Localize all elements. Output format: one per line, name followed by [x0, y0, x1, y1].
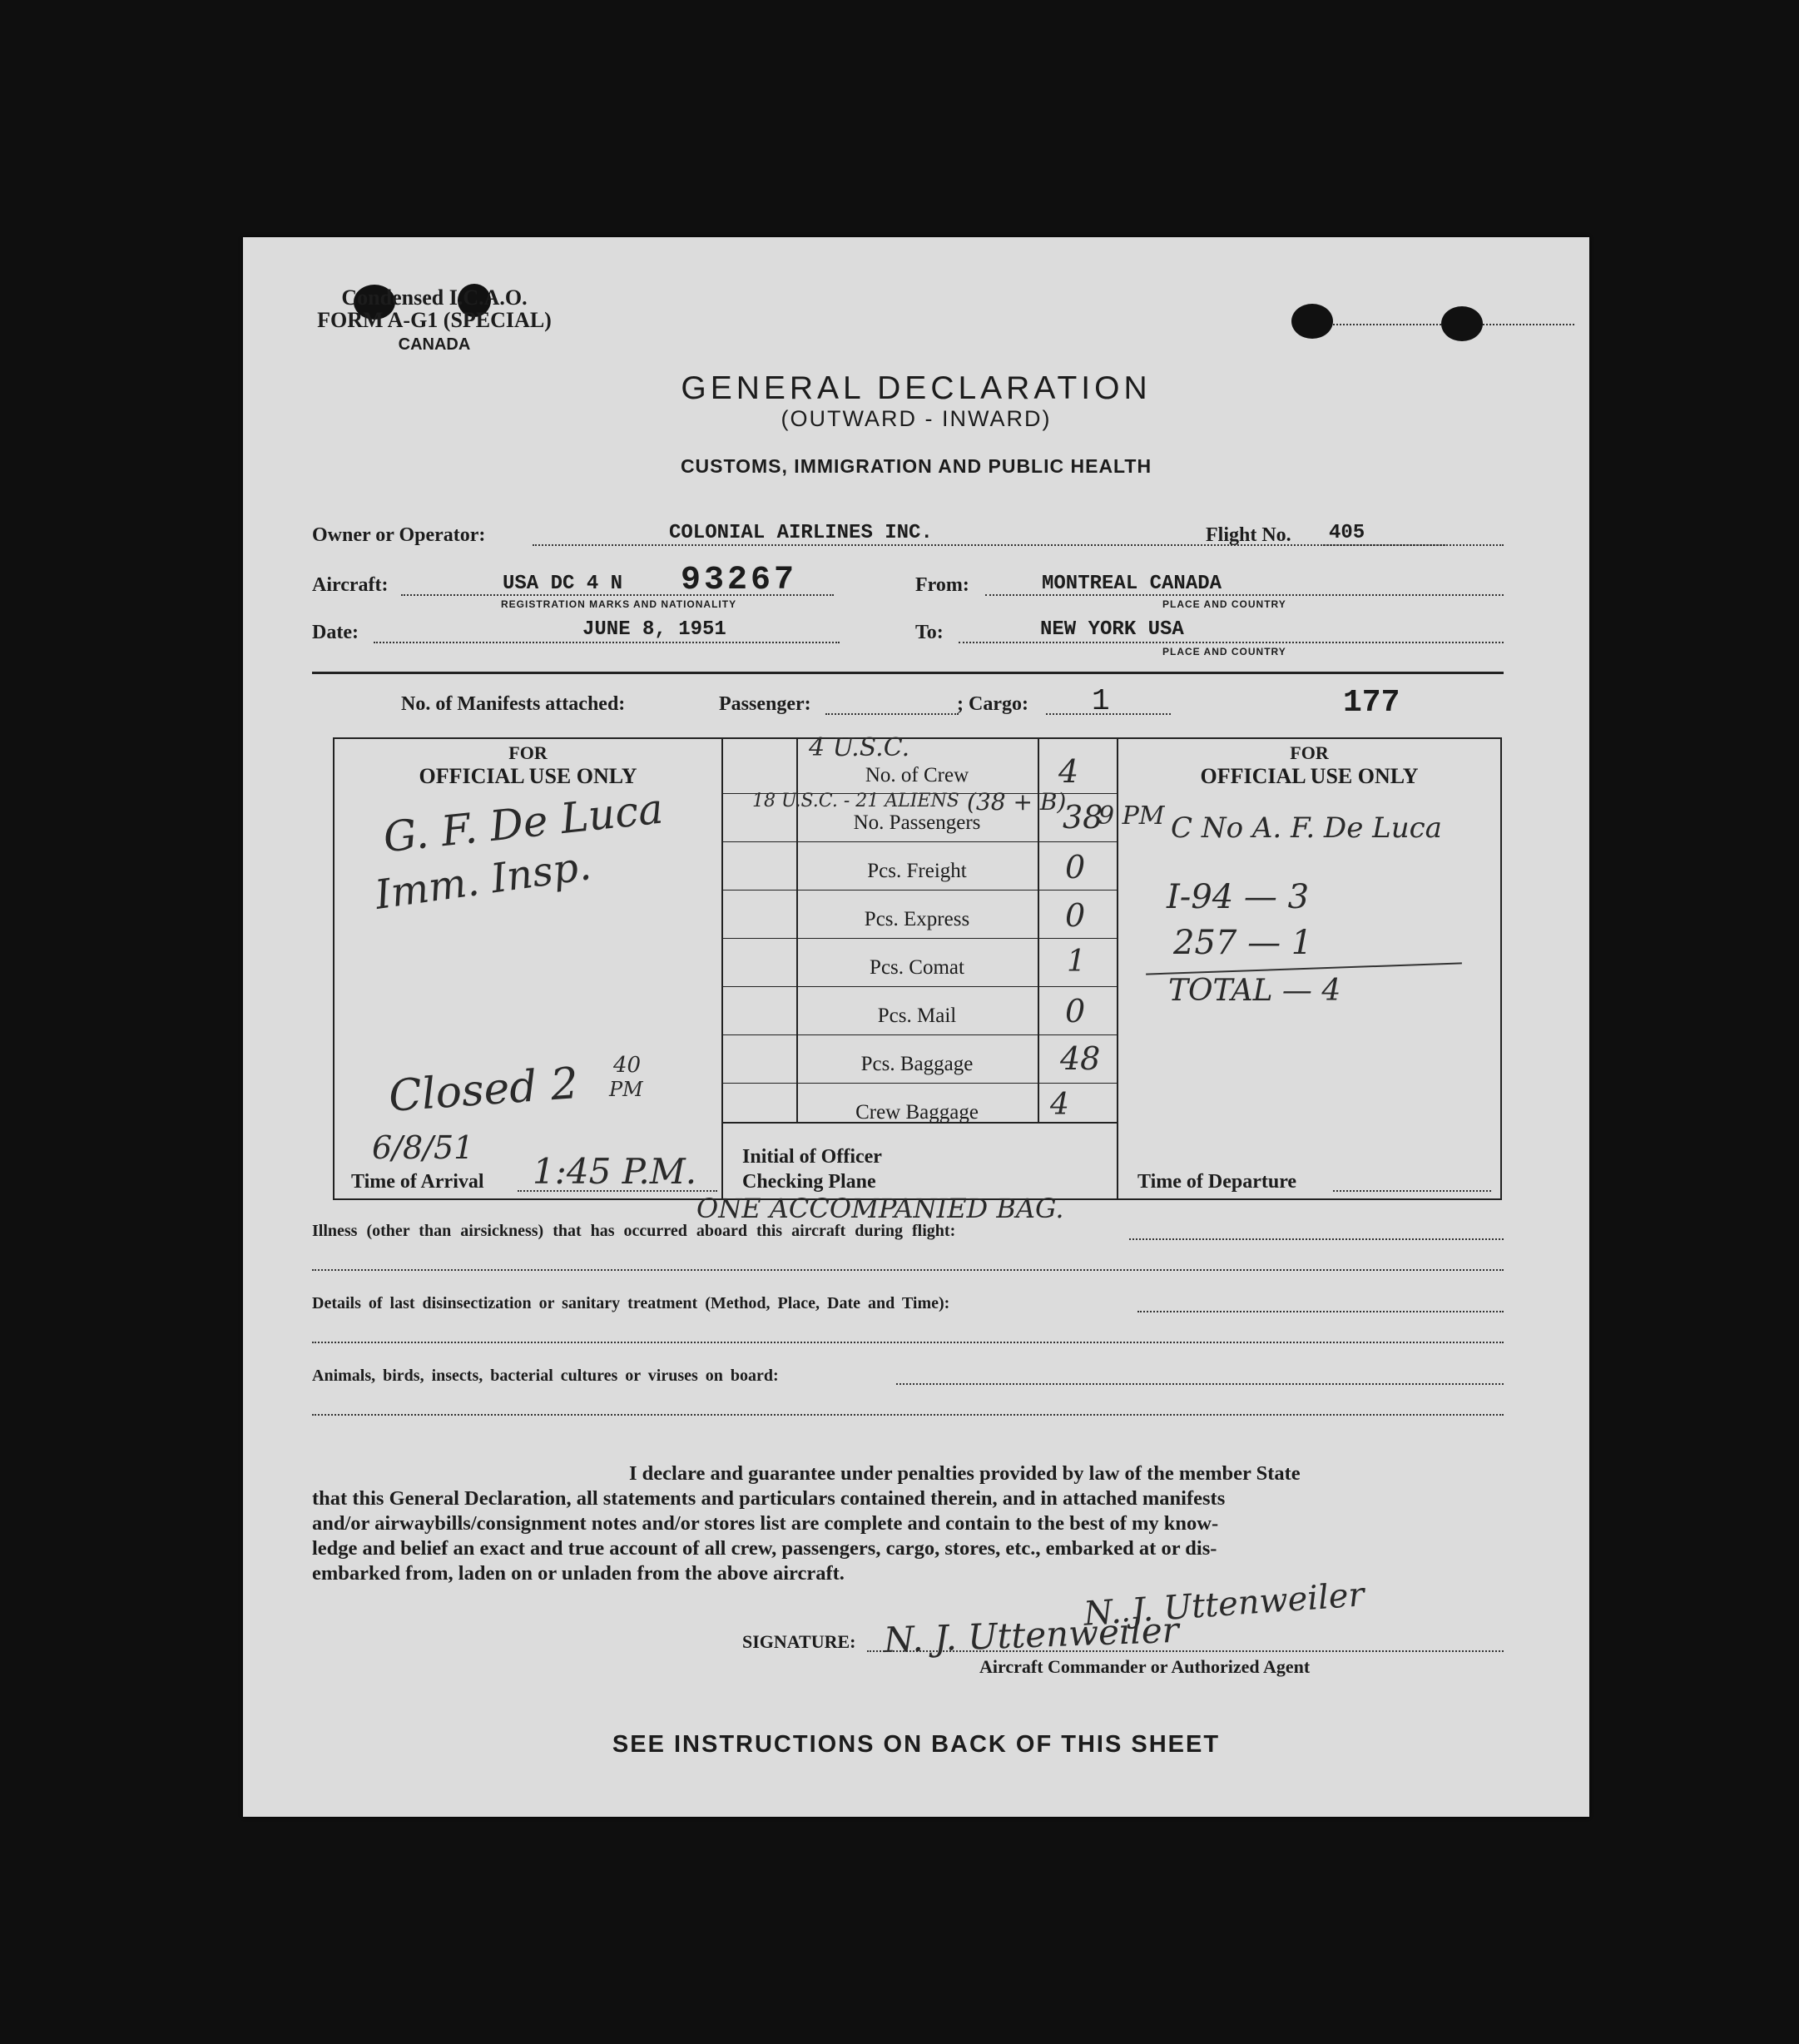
from-caption: PLACE AND COUNTRY: [1162, 598, 1286, 610]
manifests-label: No. of Manifests attached:: [401, 693, 626, 715]
signature-label: SIGNATURE:: [742, 1631, 856, 1652]
crew-note: 4 U.S.C.: [809, 733, 910, 762]
row-value-comat: 1: [1067, 945, 1086, 979]
from-label: From:: [915, 574, 969, 596]
animals-label: Animals, birds, insects, bacterial cultures or viruses on board:: [312, 1367, 779, 1385]
commander-signature-upper: N. J. Uttenweiler: [1082, 1575, 1366, 1634]
aircraft-value: USA DC 4 N: [503, 573, 623, 595]
divider: [312, 672, 1504, 674]
left-official-header-1: FOR: [508, 742, 548, 763]
punch-hole-right-2: [1441, 306, 1483, 341]
page-number: 177: [1343, 685, 1400, 721]
initial-officer-label-1: Initial of Officer: [742, 1146, 882, 1168]
page-subtitle: (OUTWARD - INWARD): [781, 406, 1052, 431]
row-value-passengers: 38: [1063, 799, 1103, 836]
passenger-note: 18 U.S.C. - 21 ALIENS: [752, 791, 959, 811]
illness-label: Illness (other than airsickness) that has occurred aboard this aircraft during flight:: [312, 1222, 956, 1240]
passenger-manifest-label: Passenger:: [719, 693, 811, 715]
form-id-line-1: Condensed I.C.A.O.: [341, 285, 528, 310]
right-tally-2: 257 — 1: [1173, 924, 1313, 962]
row-value-express: 0: [1065, 897, 1086, 934]
owner-label: Owner or Operator:: [312, 524, 486, 546]
closed-date: 6/8/51: [372, 1129, 474, 1166]
row-label-express: Pcs. Express: [864, 908, 970, 930]
cargo-manifest-label: ; Cargo:: [957, 693, 1028, 715]
closed-time-sup: 40: [613, 1053, 642, 1078]
left-officer-signature: G. F. De Luca: [380, 784, 666, 862]
arrival-value: 1:45 P.M.: [533, 1151, 697, 1192]
declaration-line-2: that this General Declaration, all statements and particulars contained therein, and in attached manifests: [312, 1487, 1226, 1510]
departure-label: Time of Departure: [1137, 1171, 1297, 1193]
arrival-label: Time of Arrival: [351, 1171, 484, 1193]
to-label: To:: [915, 622, 944, 643]
closed-time-sub: PM: [609, 1078, 643, 1101]
cargo-manifest-value: 1: [1092, 684, 1110, 718]
punch-hole-right-1: [1291, 304, 1333, 339]
to-value: NEW YORK USA: [1040, 618, 1184, 641]
left-officer-title: Imm. Insp.: [372, 842, 594, 919]
date-value: JUNE 8, 1951: [582, 618, 726, 641]
row-value-crew: 4: [1058, 753, 1079, 790]
row-label-crew-baggage: Crew Baggage: [855, 1101, 979, 1124]
aircraft-caption: REGISTRATION MARKS AND NATIONALITY: [501, 598, 737, 610]
row-label-passengers: No. Passengers: [853, 811, 981, 834]
row-label-comat: Pcs. Comat: [870, 956, 964, 979]
disinsectization-label: Details of last disinsectization or sanitary treatment (Method, Place, Date and Time):: [312, 1294, 950, 1312]
page-title: GENERAL DECLARATION: [681, 370, 1152, 406]
row-label-mail: Pcs. Mail: [877, 1005, 957, 1027]
row-label-freight: Pcs. Freight: [867, 860, 967, 882]
flight-value: 405: [1329, 522, 1365, 544]
signature-caption: Aircraft Commander or Authorized Agent: [979, 1656, 1311, 1677]
closed-note: Closed 2: [387, 1059, 580, 1122]
row-label-baggage: Pcs. Baggage: [860, 1053, 974, 1075]
form-id-line-2: FORM A-G1 (SPECIAL): [317, 308, 552, 332]
date-label: Date:: [312, 622, 359, 643]
right-tally-total: TOTAL — 4: [1168, 974, 1341, 1008]
row-value-baggage: 48: [1060, 1040, 1101, 1077]
illness-handwritten: ONE ACCOMPANIED BAG.: [696, 1193, 1064, 1224]
aircraft-label: Aircraft:: [312, 574, 389, 596]
declaration-line-4: ledge and belief an exact and true account of all crew, passengers, cargo, stores, etc., embarked at or dis-: [312, 1537, 1217, 1560]
declaration-line-5: embarked from, laden on or unladen from the above aircraft.: [312, 1562, 845, 1585]
left-official-header-2: OFFICIAL USE ONLY: [419, 764, 637, 788]
right-official-header-1: FOR: [1290, 742, 1329, 763]
row-value-mail: 0: [1065, 993, 1086, 1029]
row-value-freight: 0: [1065, 849, 1086, 886]
right-tally-1: I-94 — 3: [1167, 878, 1310, 916]
owner-value: COLONIAL AIRLINES INC.: [669, 522, 933, 544]
page-subtitle-2: CUSTOMS, IMMIGRATION AND PUBLIC HEALTH: [680, 455, 1152, 477]
right-officer-note: C No A. F. De Luca: [1171, 811, 1442, 845]
commander-signature: N. J. Uttenweiler: [883, 1609, 1180, 1661]
initial-officer-label-2: Checking Plane: [742, 1171, 876, 1193]
aircraft-number: 93267: [681, 562, 798, 599]
row-value-crew-baggage: 4: [1050, 1088, 1069, 1122]
form-id-line-3: CANADA: [398, 335, 471, 354]
from-value: MONTREAL CANADA: [1042, 573, 1222, 595]
passenger-bracket: (38 + B): [967, 788, 1067, 816]
declaration-line-1: I declare and guarantee under penalties provided by law of the member State: [629, 1462, 1301, 1485]
passenger-pm-note: 9 PM: [1098, 801, 1165, 831]
right-official-header-2: OFFICIAL USE ONLY: [1200, 764, 1419, 788]
row-label-crew: No. of Crew: [865, 764, 969, 786]
declaration-line-3: and/or airwaybills/consignment notes and/or stores list are complete and contain to the best of my know-: [312, 1512, 1219, 1535]
flight-label: Flight No.: [1206, 524, 1291, 546]
footer-instructions: SEE INSTRUCTIONS ON BACK OF THIS SHEET: [612, 1731, 1221, 1758]
declaration-form-sheet: [243, 237, 1589, 1817]
to-caption: PLACE AND COUNTRY: [1162, 646, 1286, 657]
